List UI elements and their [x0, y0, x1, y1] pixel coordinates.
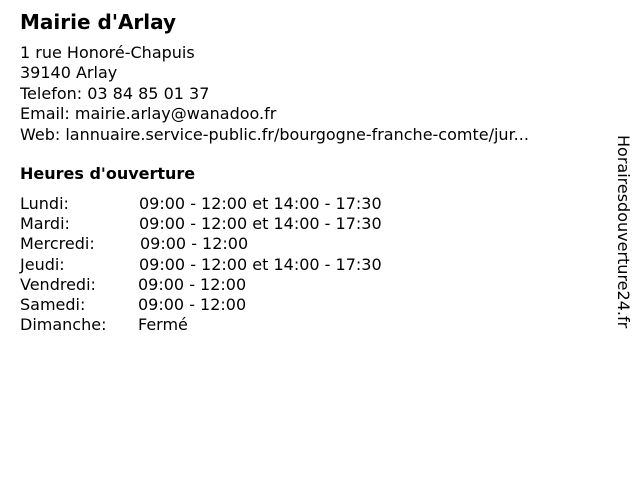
day-label: Jeudi: — [20, 254, 65, 274]
hours-row-samedi — [20, 295, 480, 315]
address-street: 1 rue Honoré-Chapuis — [20, 43, 195, 62]
time-value: 09:00 - 12:00 — [138, 295, 247, 315]
day-label: Dimanche: — [20, 315, 107, 335]
hours-heading: Heures d'ouverture — [20, 164, 196, 183]
time-value: Fermé — [138, 315, 188, 335]
time-value: 09:00 - 12:00 et 14:00 - 17:30 — [139, 254, 382, 274]
email-address: Email: mairie.arlay@wanadoo.fr — [20, 104, 277, 124]
day-label: Vendredi: — [20, 274, 96, 294]
hours-row-dimanche — [20, 315, 480, 335]
phone-number: Telefon: 03 84 85 01 37 — [20, 83, 210, 103]
hours-row-vendredi — [20, 275, 480, 295]
hours-row-mercredi — [20, 234, 480, 254]
site-brand-watermark: Horairesdouverture24.fr — [614, 135, 633, 329]
website-link[interactable]: Web: lannuaire.service-public.fr/bourgogne-franche-comte/jur... — [20, 124, 529, 144]
contact-info — [20, 43, 600, 145]
hours-row-mardi — [20, 214, 480, 234]
opening-hours-table — [20, 194, 480, 335]
time-value: 09:00 - 12:00 — [140, 234, 249, 254]
time-value: 09:00 - 12:00 — [138, 274, 247, 294]
day-label: Lundi: — [20, 194, 69, 213]
day-label: Mercredi: — [20, 234, 95, 254]
time-value: 09:00 - 12:00 et 14:00 - 17:30 — [139, 214, 382, 234]
hours-row-lundi — [20, 194, 480, 214]
time-value: 09:00 - 12:00 et 14:00 - 17:30 — [139, 194, 382, 213]
page-title: Mairie d'Arlay — [20, 10, 177, 34]
day-label: Mardi: — [20, 214, 70, 234]
hours-row-jeudi — [20, 255, 480, 275]
day-label: Samedi: — [20, 295, 86, 315]
address-city: 39140 Arlay — [20, 63, 118, 83]
